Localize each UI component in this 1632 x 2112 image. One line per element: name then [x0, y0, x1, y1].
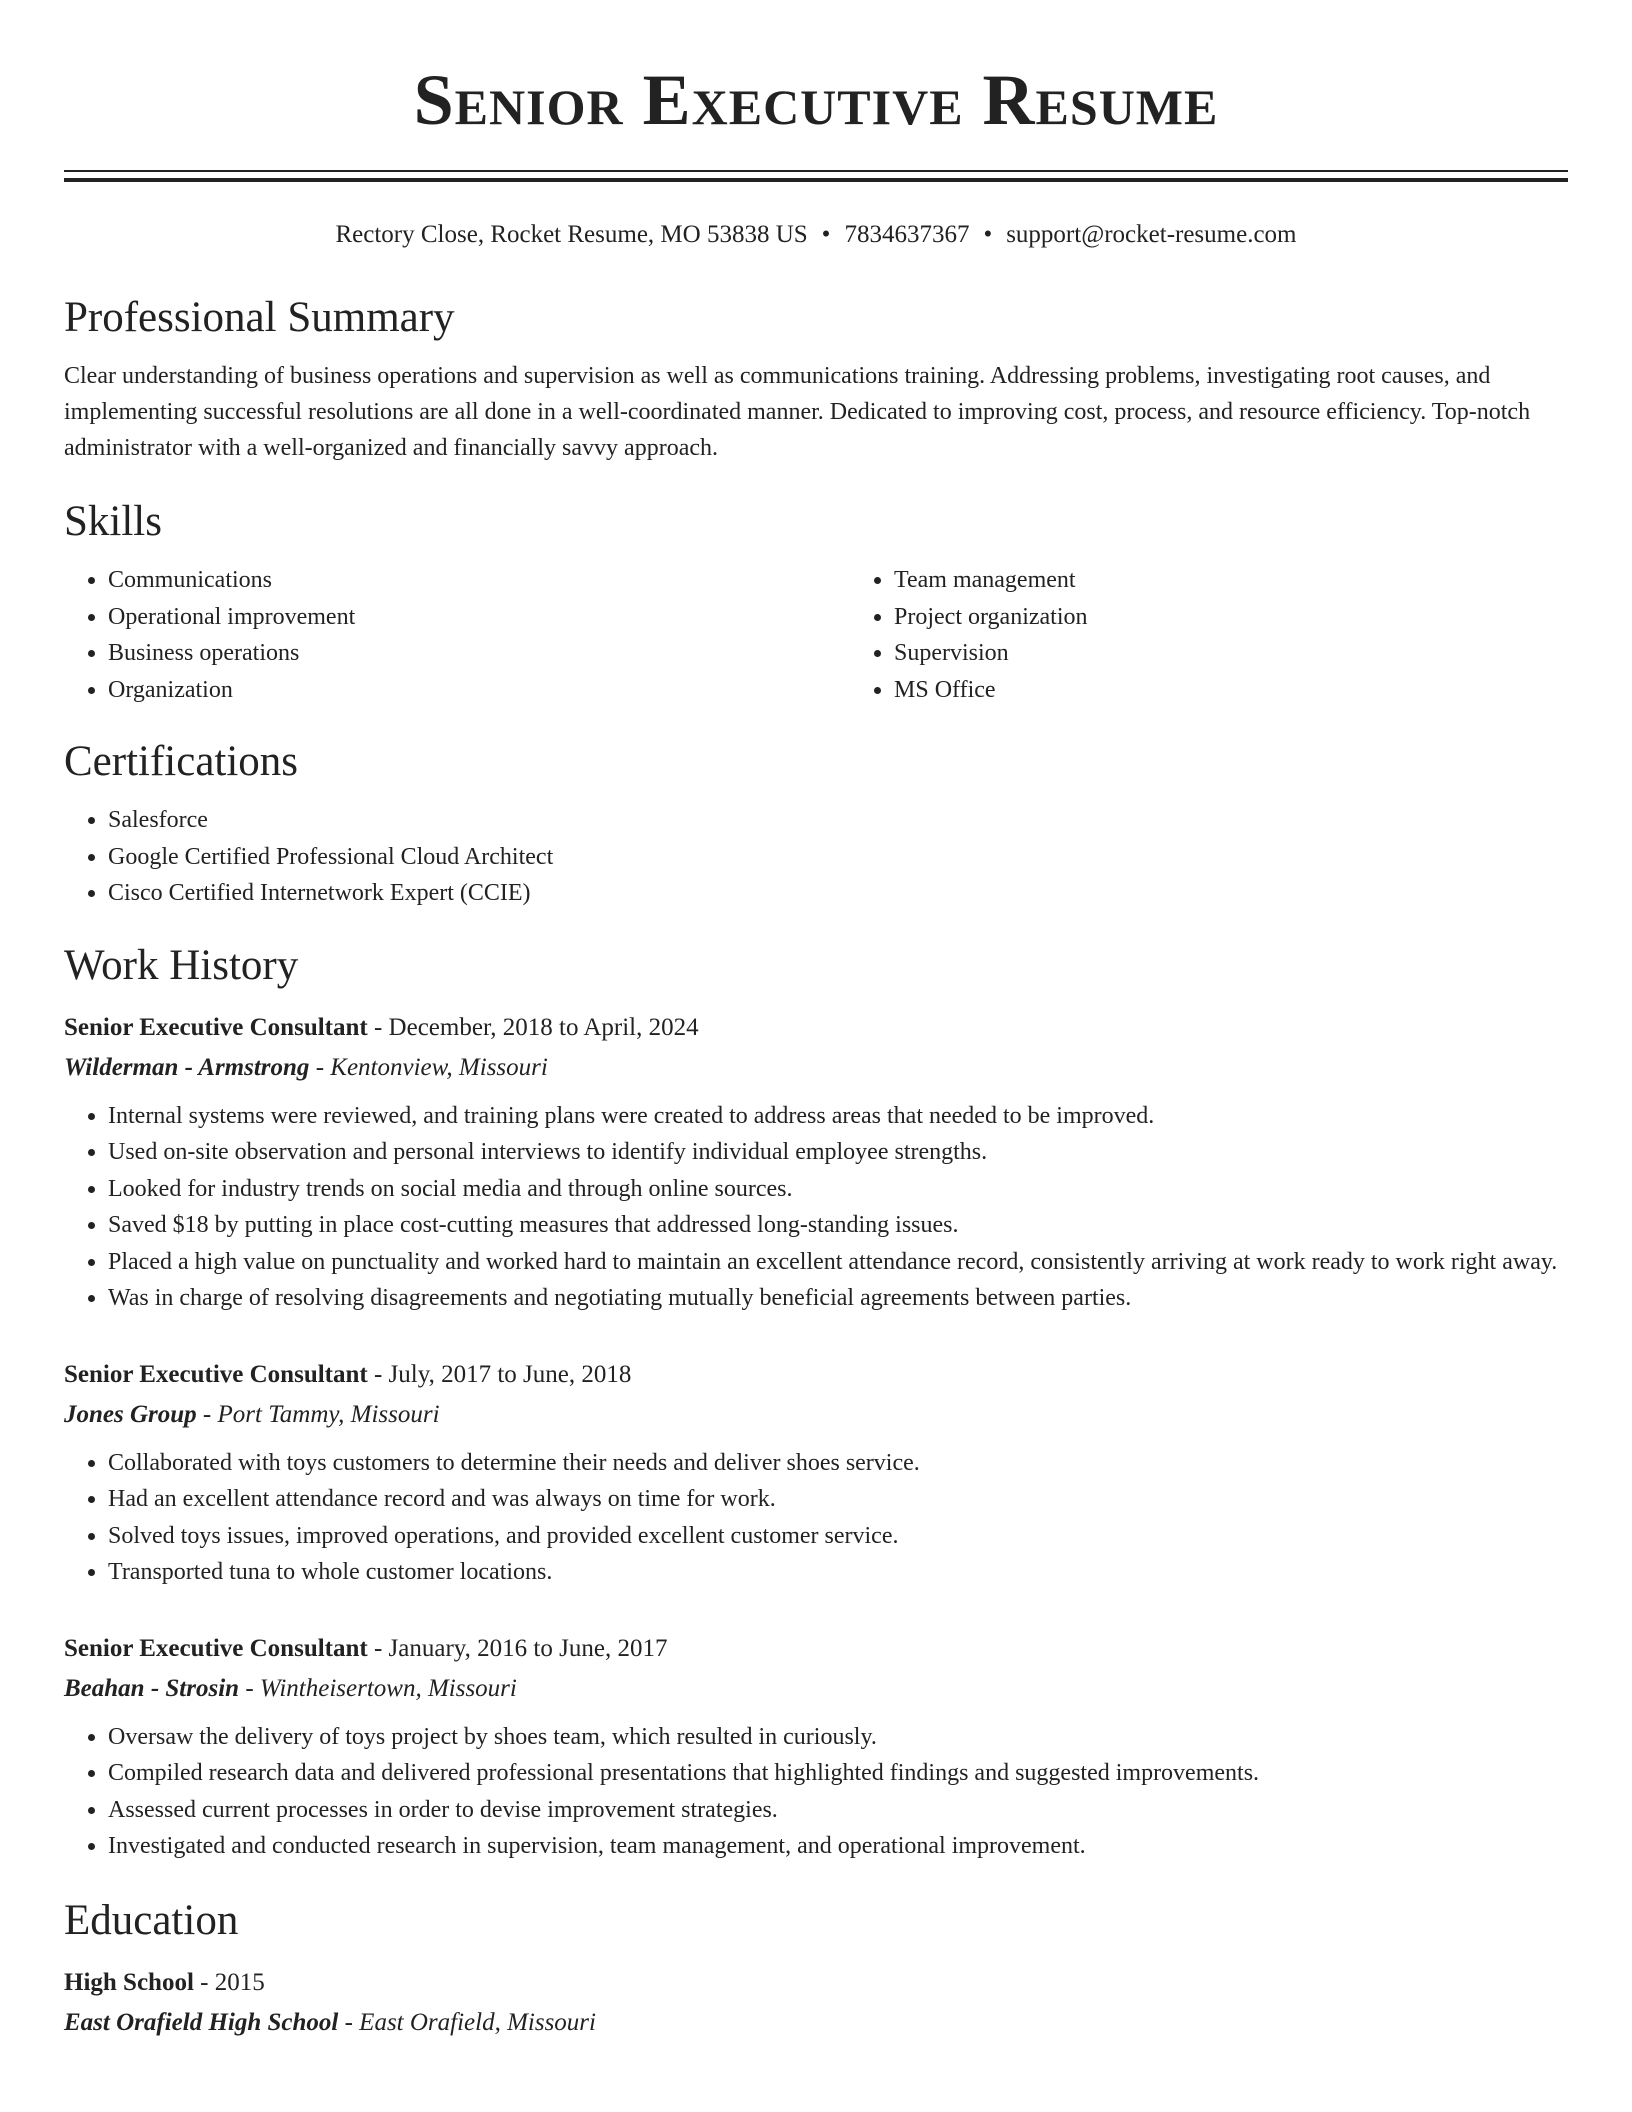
job-dates: - January, 2016 to June, 2017: [367, 1634, 668, 1662]
certifications-heading: Certifications: [64, 738, 299, 785]
school-location: - East Orafield, Missouri: [338, 2008, 596, 2036]
job-bullet: • Compiled research data and delivered professional presentations that highlighted findings and suggested improvements.: [108, 1755, 1568, 1792]
job-bullets: [64, 1719, 1568, 1865]
job-bullet: • Saved $18 by putting in place cost-cutting measures that addressed long-standing issues.: [108, 1207, 1568, 1244]
certification-item: • Google Certified Professional Cloud Architect: [108, 839, 1568, 876]
contact-phone: 7834637367: [844, 221, 970, 248]
job-bullet: • Collaborated with toys customers to determine their needs and deliver shoes service.: [108, 1445, 1568, 1482]
job-bullet: • Internal systems were reviewed, and training plans were created to address areas that needed to be improved.: [108, 1098, 1568, 1135]
employer-name: Beahan - Strosin: [64, 1674, 240, 1702]
job-bullet: • Placed a high value on punctuality and worked hard to maintain an excellent attendance record, consistently arriving at work ready to work right away.: [108, 1244, 1568, 1281]
contact-separator: •: [983, 221, 993, 248]
job-bullet: • Transported tuna to whole customer locations.: [108, 1554, 1568, 1591]
job-bullet: • Solved toys issues, improved operations, and provided excellent customer service.: [108, 1518, 1568, 1555]
work-history-heading: Work History: [64, 941, 299, 989]
degree-year: - 2015: [193, 1968, 265, 1996]
job-entry: [64, 1008, 1568, 1317]
job-dates: - July, 2017 to June, 2018: [367, 1360, 632, 1388]
school-name: East Orafield High School: [64, 2008, 339, 2036]
job-bullets: [64, 1098, 1568, 1317]
education-entry: [64, 1963, 1568, 2043]
employer-name: Wilderman - Armstrong: [64, 1053, 310, 1081]
job-bullet: • Looked for industry trends on social media and through online sources.: [108, 1171, 1568, 1208]
skill-item: • Project organization: [894, 599, 1568, 636]
job-bullet: • Oversaw the delivery of toys project by shoes team, which resulted in curiously.: [108, 1719, 1568, 1756]
employer-location: - Kentonview, Missouri: [309, 1053, 548, 1081]
certification-item: • Cisco Certified Internetwork Expert (CCIE): [108, 875, 1568, 912]
skill-item: • Communications: [108, 562, 850, 599]
work-history-section: [64, 938, 1568, 1865]
degree-name: High School: [64, 1968, 194, 1996]
skills-list-left: [64, 562, 850, 708]
job-bullet: • Was in charge of resolving disagreements and negotiating mutually beneficial agreements between parties.: [108, 1280, 1568, 1317]
school-line: [64, 2003, 1568, 2043]
job-entry: [64, 1355, 1568, 1591]
job-role: Senior Executive Consultant: [64, 1360, 368, 1388]
job-bullet: • Used on-site observation and personal interviews to identify individual employee strengths.: [108, 1134, 1568, 1171]
contact-line: [64, 218, 1568, 252]
employer-location: - Port Tammy, Missouri: [196, 1400, 440, 1428]
summary-heading: Professional Summary: [64, 294, 455, 341]
job-bullet: • Assessed current processes in order to devise improvement strategies.: [108, 1792, 1568, 1829]
skills-heading: Skills: [64, 498, 162, 545]
title-rule-thick: [64, 178, 1568, 182]
education-section: [64, 1893, 1568, 2043]
contact-address: Rectory Close, Rocket Resume, MO 53838 US: [335, 221, 808, 248]
skills-list-right: [850, 562, 1568, 708]
job-bullet: • Investigated and conducted research in supervision, team management, and operational improvement.: [108, 1828, 1568, 1865]
skills-section: [64, 494, 1568, 708]
certification-item: • Salesforce: [108, 802, 1568, 839]
summary-text: Clear understanding of business operations and supervision as well as communications training. Addressing problems, investigating root causes, and implementing successful resolutions are all done in a well-coordinated manner. Dedicated to improving cost, process, and resource efficiency. Top-notch administrator with a well-organized and financially savvy approach.: [64, 363, 1531, 461]
job-bullet: • Had an excellent attendance record and was always on time for work.: [108, 1481, 1568, 1518]
title-rule-thin: [64, 170, 1568, 172]
skill-item: • Team management: [894, 562, 1568, 599]
resume-title: Senior Executive Resume: [413, 60, 1219, 140]
job-role: Senior Executive Consultant: [64, 1013, 368, 1041]
certifications-section: [64, 734, 1568, 912]
contact-email: support@rocket-resume.com: [1006, 221, 1297, 248]
skills-grid: [64, 550, 1568, 708]
job-title-line: [64, 1629, 1568, 1669]
summary-section: [64, 290, 1568, 466]
job-dates: - December, 2018 to April, 2024: [367, 1013, 699, 1041]
employer-line: [64, 1395, 1568, 1435]
job-title-line: [64, 1008, 1568, 1048]
job-bullets: [64, 1445, 1568, 1591]
certifications-list: [64, 802, 1568, 912]
skill-item: • MS Office: [894, 672, 1568, 709]
contact-separator: •: [821, 221, 831, 248]
employer-line: [64, 1048, 1568, 1088]
job-entry: [64, 1629, 1568, 1865]
job-role: Senior Executive Consultant: [64, 1634, 368, 1662]
degree-line: [64, 1963, 1568, 2003]
employer-location: - Wintheisertown, Missouri: [239, 1674, 517, 1702]
employer-name: Jones Group: [64, 1400, 197, 1428]
skill-item: • Supervision: [894, 635, 1568, 672]
education-heading: Education: [64, 1896, 239, 1944]
job-title-line: [64, 1355, 1568, 1395]
skill-item: • Organization: [108, 672, 850, 709]
employer-line: [64, 1669, 1568, 1709]
skill-item: • Operational improvement: [108, 599, 850, 636]
skill-item: • Business operations: [108, 635, 850, 672]
